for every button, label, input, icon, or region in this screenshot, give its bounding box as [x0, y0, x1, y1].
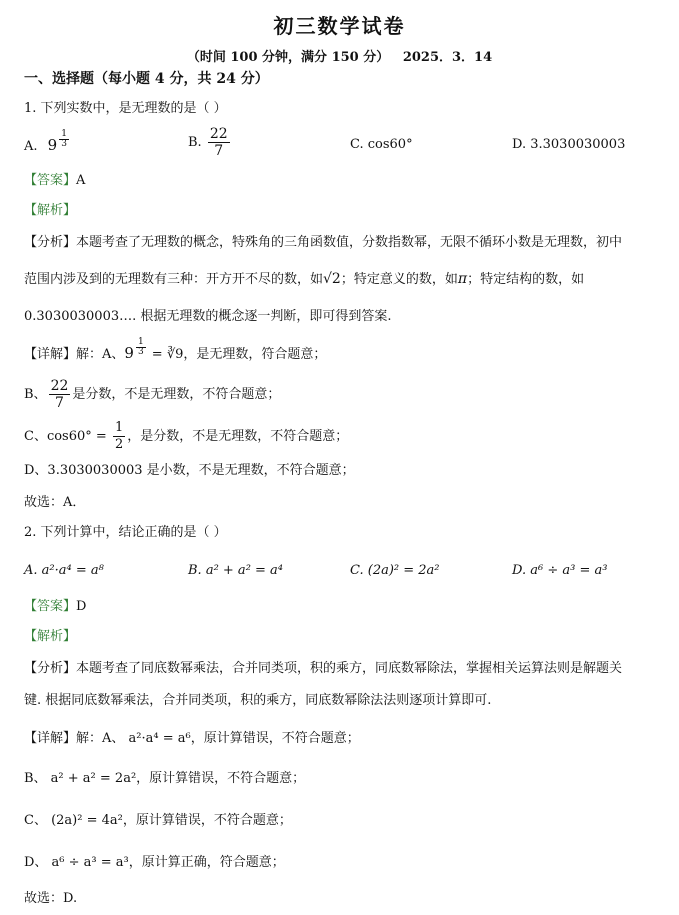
- q1-detail-b-prefix: B、: [24, 387, 47, 402]
- q2-answer-value: D: [76, 599, 87, 614]
- q1-option-a-exp-den: 3: [61, 139, 67, 149]
- q1-detail-c-suffix: ，是分数，不是无理数，不符合题意；: [127, 429, 349, 444]
- q1-stem: 1. 下列实数中，是无理数的是（ ）: [24, 101, 227, 116]
- q1-analysis-line-1: 【分析】本题考查了无理数的概念，特殊角的三角函数值，分数指数幂，无限不循环小数是无理数，初中: [24, 235, 623, 250]
- q1-analysis-line-2: [24, 270, 663, 289]
- q2-detail-b: B、 a² + a² = 2a²，原计算错误，不符合题意；: [24, 771, 306, 786]
- q2-choose: 故选：D.: [24, 891, 78, 906]
- q1-detail-b-fraction: [49, 378, 71, 411]
- q1-detail-a-eq: = ∛9: [147, 347, 184, 362]
- q2-stem: 2. 下列计算中，结论正确的是（ ）: [24, 525, 227, 540]
- q2-option-a: A. a²·a⁴ = a⁸: [24, 563, 104, 578]
- section-heading: 一、选择题（每小题 4 分，共 24 分）: [24, 71, 269, 87]
- q1-analysis-text: ；特定意义的数，如: [340, 272, 458, 287]
- q1-detail-b-den: 7: [55, 395, 64, 411]
- q1-detail-c: [24, 420, 663, 453]
- q1-analysis-line-3: 0.3030030003…. 根据无理数的概念逐一判断，即可得到答案.: [24, 309, 392, 324]
- q1-detail-a-exp-num: 1: [137, 337, 144, 347]
- q1-detail-a-exponent: [136, 338, 146, 357]
- q1-option-a-exponent: [59, 130, 69, 149]
- q2-option-c: C. (2a)² = 2a²: [350, 563, 440, 578]
- q1-detail-b: [24, 378, 663, 411]
- q1-detail-d: D、3.3030030003 是小数，不是无理数，不符合题意；: [24, 463, 355, 478]
- q2-detail-c: C、 (2a)² = 4a²，原计算错误，不符合题意；: [24, 813, 292, 828]
- q1-detail-b-suffix: 是分数，不是无理数，不符合题意；: [72, 387, 281, 402]
- q1-option-c: C. cos60°: [350, 137, 413, 152]
- q2-analysis-line-2: 键. 根据同底数幂乘法，合并同类项，积的乘方，同底数幂除法法则逐项计算即可.: [24, 693, 492, 708]
- page-title: 初三数学试卷: [273, 14, 406, 38]
- q1-detail-a-suffix: ，是无理数，符合题意；: [183, 347, 327, 362]
- q1-option-b-label: B.: [188, 135, 202, 150]
- q1-detail-c-fraction: [113, 420, 125, 453]
- q2-option-b: B. a² + a² = a⁴: [188, 563, 284, 578]
- exam-info: （时间 100 分钟，满分 150 分） 2025．3．14: [186, 50, 493, 65]
- q1-analysis-text: ；特定结构的数，如: [467, 272, 585, 287]
- q1-detail-c-num: 1: [114, 420, 124, 435]
- q1-option-b: [188, 126, 232, 159]
- q1-detail-a-prefix: 【详解】解：A、: [24, 347, 125, 362]
- q1-option-b-fraction: [208, 126, 230, 159]
- q1-pi: π: [457, 271, 468, 287]
- q1-option-b-num: 22: [209, 126, 228, 142]
- q1-answer-value: A: [76, 173, 86, 188]
- q1-detail-c-prefix: C、cos60° =: [24, 429, 111, 444]
- q1-option-d: D. 3.3030030003: [512, 137, 626, 152]
- q2-answer: [24, 598, 663, 616]
- answer-tag: 【答案】: [24, 173, 77, 188]
- q1-option-a-exp-num: 1: [61, 129, 67, 139]
- q1-answer: [24, 172, 663, 190]
- q1-option-b-den: 7: [214, 143, 224, 159]
- q1-choose: 故选：A．: [24, 495, 86, 510]
- q1-analysis-tag: 【解析】: [24, 203, 77, 218]
- q1-sqrt2: √2: [323, 271, 341, 287]
- q1-analysis-text: 范围内涉及到的无理数有三种：开方开不尽的数，如: [24, 272, 324, 287]
- q1-detail-a-base: 9: [124, 344, 134, 362]
- q2-analysis-line-1: 【分析】本题考查了同底数幂乘法，合并同类项，积的乘方，同底数幂除法，掌握相关运算法则是解题关: [24, 661, 623, 676]
- q1-option-a-label: A.: [24, 139, 38, 154]
- q2-detail-d: D、 a⁶ ÷ a³ = a³，原计算正确，符合题意；: [24, 855, 285, 870]
- q1-detail-b-num: 22: [50, 378, 69, 394]
- q1-option-a-base: 9: [47, 136, 58, 154]
- q2-option-d: D. a⁶ ÷ a³ = a³: [512, 563, 608, 578]
- q1-detail-c-den: 2: [114, 437, 124, 452]
- q1-option-a: [24, 129, 71, 156]
- answer-tag: 【答案】: [24, 599, 77, 614]
- q1-detail-a: [24, 337, 663, 364]
- q2-analysis-tag: 【解析】: [24, 629, 77, 644]
- q1-detail-a-exp-den: 3: [137, 347, 144, 357]
- q2-detail-a: 【详解】解：A、 a²·a⁴ = a⁶，原计算错误，不符合题意；: [24, 731, 360, 746]
